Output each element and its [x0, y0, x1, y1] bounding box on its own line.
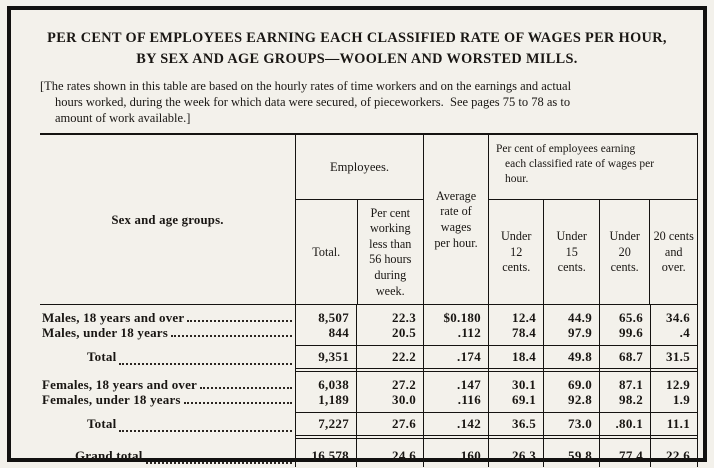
table-row-females-under-18 — [40, 392, 698, 407]
cell-under-20: 77.4 — [599, 443, 650, 467]
table-row-males-18-and-over — [40, 310, 698, 325]
cell-percent-working: 22.3 — [356, 310, 423, 325]
row-label: Total — [40, 345, 295, 368]
page-border-frame — [7, 6, 707, 462]
under-15-cents-header: Under 15 cents. — [543, 200, 598, 304]
cell-under-12: 18.4 — [488, 345, 543, 368]
page-content — [22, 20, 694, 464]
cell-under-15: 69.0 — [543, 377, 599, 392]
cell-20-and-over: .4 — [650, 325, 698, 340]
cell-under-20: 68.7 — [599, 345, 650, 368]
cell-under-15: 73.0 — [543, 412, 599, 435]
cell-average-rate: .116 — [423, 392, 488, 407]
cell-total: 8,507 — [295, 310, 356, 325]
average-rate-column-header: Average rate of wages per hour. — [423, 135, 488, 304]
cell-total: 6,038 — [295, 377, 356, 392]
cell-percent-working: 20.5 — [356, 325, 423, 340]
cell-total: 844 — [295, 325, 356, 340]
cell-under-12: 78.4 — [488, 325, 543, 340]
note-line: hours worked, during the week for which data were secured, of pieceworkers. See pages 75 to 78 as to — [55, 95, 571, 110]
wage-table — [40, 133, 698, 467]
dot-leaders — [200, 377, 292, 389]
row-label: Males, 18 years and over — [40, 310, 295, 325]
dot-leaders — [119, 416, 292, 432]
table-row-males-total — [40, 345, 698, 368]
note-line: amount of work available.] — [55, 111, 191, 126]
dot-leaders — [184, 392, 292, 404]
percent-earning-group-header: Per cent of employees earning each classified rate of wages per hour. — [489, 135, 697, 200]
table-body — [40, 305, 698, 467]
percent-earning-column-group — [488, 135, 698, 304]
dot-leaders — [171, 325, 292, 337]
cell-under-20: 87.1 — [599, 377, 650, 392]
cell-under-12: 30.1 — [488, 377, 543, 392]
cell-under-20: .80.1 — [599, 412, 650, 435]
cell-under-12: 26.3 — [488, 443, 543, 467]
cell-total: 1,189 — [295, 392, 356, 407]
cell-percent-working: 22.2 — [356, 345, 423, 368]
cell-percent-working: 27.2 — [356, 377, 423, 392]
dot-leaders — [119, 349, 292, 365]
cell-under-20: 65.6 — [599, 310, 650, 325]
table-note — [40, 78, 674, 126]
cell-under-12: 12.4 — [488, 310, 543, 325]
row-label: Females, 18 years and over — [40, 377, 295, 392]
table-row-males-under-18 — [40, 325, 698, 340]
cell-under-12: 69.1 — [488, 392, 543, 407]
cell-total: 9,351 — [295, 345, 356, 368]
cell-average-rate: .174 — [423, 345, 488, 368]
report-title-line2: BY SEX AND AGE GROUPS—WOOLEN AND WORSTED MILLS. — [136, 50, 578, 67]
cell-total: 7,227 — [295, 412, 356, 435]
cell-percent-working: 24.6 — [356, 443, 423, 467]
under-12-cents-header: Under 12 cents. — [501, 229, 532, 275]
20-cents-and-over-header: 20 cents and over. — [649, 200, 697, 304]
cell-under-20: 99.6 — [599, 325, 650, 340]
percent-working-column-header: Per cent working less than 56 hours during week. — [357, 200, 423, 304]
cell-percent-working: 27.6 — [356, 412, 423, 435]
employees-subcolumns — [296, 200, 423, 304]
cell-total: 16,578 — [295, 443, 356, 467]
row-label: Grand total — [40, 443, 295, 467]
table-row-grand-total — [40, 443, 698, 467]
table-row-females-total — [40, 412, 698, 435]
stub-column-header — [40, 135, 295, 304]
cell-under-15: 44.9 — [543, 310, 599, 325]
under-20-cents-header: Under 20 cents. — [599, 200, 650, 304]
note-line: [The rates shown in this table are based on the hourly rates of time workers and on the earnings and actual — [40, 79, 572, 94]
cell-20-and-over: 11.1 — [650, 412, 698, 435]
percent-earning-subcolumns — [489, 200, 697, 304]
cell-under-15: 59.8 — [543, 443, 599, 467]
employees-group-header: Employees. — [296, 135, 423, 200]
dot-leaders — [146, 448, 292, 464]
cell-20-and-over: 22.6 — [650, 443, 698, 467]
cell-20-and-over: 1.9 — [650, 392, 698, 407]
cell-under-15: 49.8 — [543, 345, 599, 368]
cell-20-and-over: 31.5 — [650, 345, 698, 368]
cell-average-rate: .147 — [423, 377, 488, 392]
cell-20-and-over: 34.6 — [650, 310, 698, 325]
cell-20-and-over: 12.9 — [650, 377, 698, 392]
report-title-line1: PER CENT OF EMPLOYEES EARNING EACH CLASSIFIED RATE OF WAGES PER HOUR, — [47, 30, 667, 46]
cell-average-rate: $0.180 — [423, 310, 488, 325]
cell-under-15: 92.8 — [543, 392, 599, 407]
cell-under-15: 97.9 — [543, 325, 599, 340]
report-title — [40, 28, 674, 69]
dot-leaders — [187, 310, 292, 322]
row-label: Females, under 18 years — [40, 392, 295, 407]
cell-average-rate: .160 — [423, 443, 488, 467]
table-header — [40, 135, 698, 305]
row-label: Males, under 18 years — [40, 325, 295, 340]
cell-average-rate: .142 — [423, 412, 488, 435]
row-label: Total — [40, 412, 295, 435]
cell-under-20: 98.2 — [599, 392, 650, 407]
cell-average-rate: .112 — [423, 325, 488, 340]
stub-header-label: Sex and age groups. — [111, 212, 224, 227]
cell-percent-working: 30.0 — [356, 392, 423, 407]
employees-column-group — [295, 135, 423, 304]
table-row-females-18-and-over — [40, 377, 698, 392]
cell-under-12: 36.5 — [488, 412, 543, 435]
total-column-header: Total. — [312, 244, 341, 259]
